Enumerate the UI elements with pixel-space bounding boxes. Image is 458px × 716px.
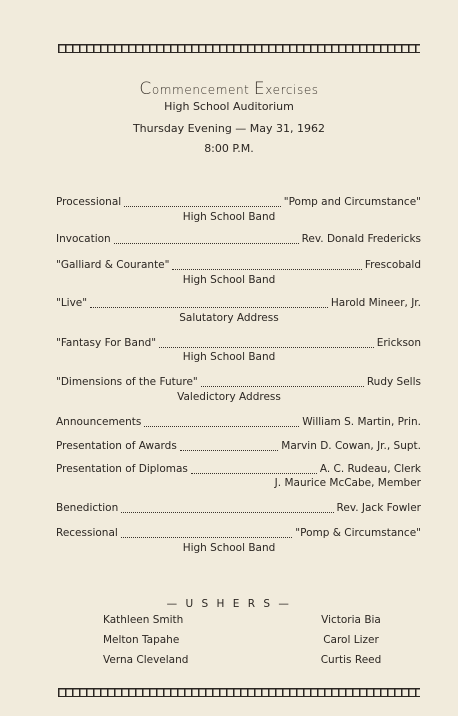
program-item-sub: High School Band: [182, 274, 276, 286]
program-item-fantasy: "Fantasy For Band" Erickson: [56, 337, 421, 349]
usher-name: Kathleen Smith: [103, 614, 184, 626]
program-item-recessional: Recessional "Pomp & Circumstance": [56, 527, 421, 539]
program-item-sub: Salutatory Address: [179, 312, 279, 324]
commencement-title: Commencement Exercises: [139, 79, 319, 99]
usher-name: Verna Cleveland: [103, 654, 189, 666]
program-item-invocation: Invocation Rev. Donald Fredericks: [56, 233, 421, 245]
program-item-sub: Valedictory Address: [177, 391, 281, 403]
ushers-heading: — U S H E R S —: [166, 598, 292, 610]
program-item-sub: High School Band: [182, 542, 276, 554]
program-item-sub-right: J. Maurice McCabe, Member: [274, 477, 421, 489]
program-item-benediction: Benediction Rev. Jack Fowler: [56, 502, 421, 514]
usher-name: Victoria Bia: [321, 614, 381, 626]
venue-line: High School Auditorium: [164, 100, 294, 113]
program-item-processional: Processional "Pomp and Circumstance": [56, 196, 421, 208]
ushers-left-column: [103, 614, 188, 674]
program-item-awards: Presentation of Awards Marvin D. Cowan, Jr., Supt.: [56, 440, 421, 452]
usher-name: Melton Tapahe: [103, 634, 180, 646]
time-line: 8:00 P.M.: [204, 142, 254, 155]
top-decorative-border: [58, 44, 420, 53]
program-item-sub: High School Band: [182, 211, 276, 223]
program-item-dimensions: "Dimensions of the Future" Rudy Sells: [56, 376, 421, 388]
program-item-galliard: "Galliard & Courante" Frescobald: [56, 259, 421, 271]
program-item-live: "Live" Harold Mineer, Jr.: [56, 297, 421, 309]
bottom-decorative-border: [58, 688, 420, 697]
program-item-sub: High School Band: [182, 351, 276, 363]
program-item-announcements: Announcements William S. Martin, Prin.: [56, 416, 421, 428]
usher-name: Curtis Reed: [320, 654, 382, 666]
usher-name: Carol Lizer: [323, 634, 379, 646]
date-line: Thursday Evening — May 31, 1962: [132, 122, 326, 135]
program-item-diplomas: Presentation of Diplomas A. C. Rudeau, Clerk: [56, 463, 421, 475]
ushers-right-column: [316, 614, 386, 674]
